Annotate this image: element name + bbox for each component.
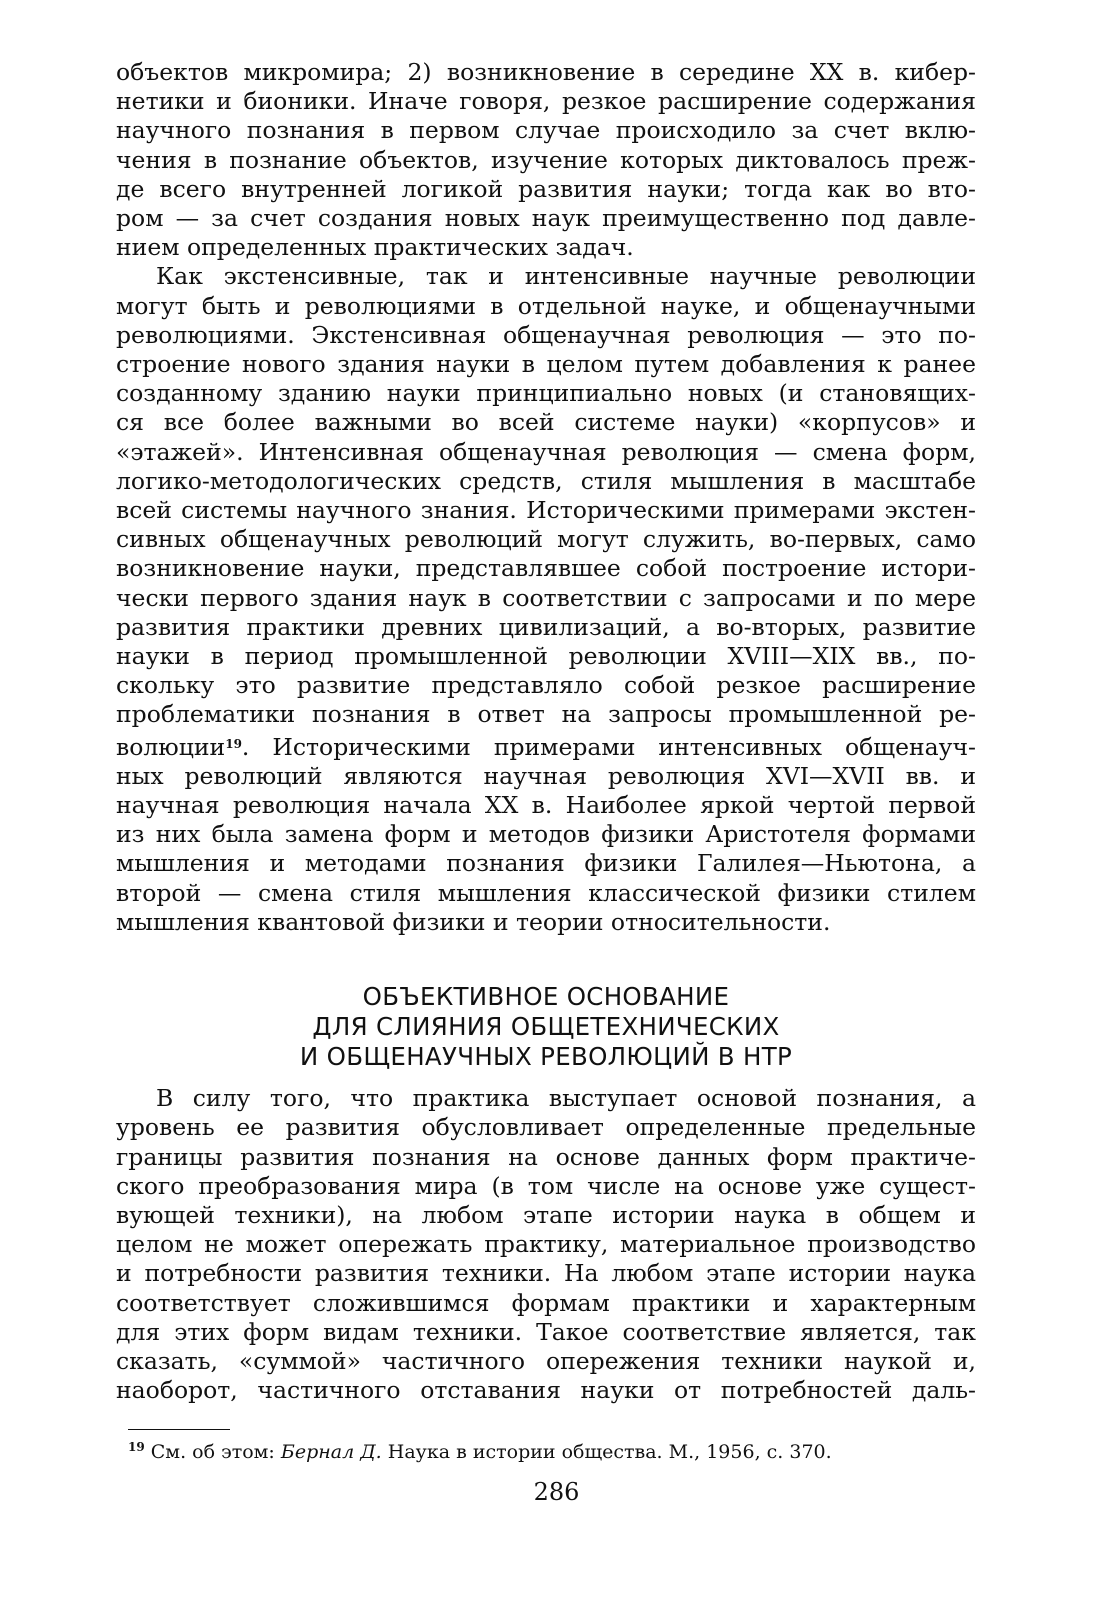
text-line: революциями. Экстенсивная общенаучная революция — это по- <box>116 320 976 349</box>
heading-line: ДЛЯ СЛИЯНИЯ ОБЩЕТЕХНИЧЕСКИХ <box>312 1012 780 1042</box>
text-line: В силу того, что практика выступает основой познания, а <box>156 1084 976 1113</box>
text-line: сказать, «суммой» частичного опережения техники наукой и, <box>116 1346 976 1375</box>
text-line: вующей техники), на любом этапе истории наука в общем и <box>116 1200 976 1229</box>
text-line: чения в познание объектов, изучение которых диктовалось преж- <box>116 145 976 174</box>
text-line: ского преобразования мира (в том числе на основе уже сущест- <box>116 1171 976 1200</box>
text-line: объектов микромира; 2) возникновение в середине XX в. кибер- <box>116 58 976 86</box>
text-line: ся все более важными во всей системе науки) «корпусов» и <box>116 408 976 437</box>
text-line: проблематики познания в ответ на запросы промышленной ре- <box>116 700 976 729</box>
text-line: научного познания в первом случае происходило за счет вклю- <box>116 116 976 145</box>
text-line: наоборот, частичного отставания науки от потребностей даль- <box>116 1376 976 1405</box>
text-line: сивных общенаучных революций могут служить, во-первых, само <box>116 525 976 554</box>
text-line: чески первого здания наук в соответствии с запросами и по мере <box>116 583 976 612</box>
text-line: для этих форм видам техники. Такое соответствие является, так <box>116 1317 976 1346</box>
text-line: и потребности развития техники. На любом этапе истории наука <box>116 1259 976 1288</box>
text-fragment: . Историческими примерами интенсивных общенауч- <box>241 732 976 761</box>
paragraph-2 <box>116 262 976 937</box>
section-heading <box>116 982 976 1072</box>
text-line: науки в период промышленной революции XVIII—XIX вв., по- <box>116 642 976 671</box>
text-line: границы развития познания на основе данных форм практиче- <box>116 1142 976 1171</box>
text-fragment: волюции <box>116 732 226 761</box>
text-line: из них была замена форм и методов физики Аристотеля формами <box>116 820 976 849</box>
text-line: Как экстенсивные, так и интенсивные научные революции <box>156 262 976 291</box>
text-line: научная революция начала XX в. Наиболее яркой чертой первой <box>116 791 976 820</box>
text-line: всей системы научного знания. Историческими примерами экстен- <box>116 496 976 525</box>
text-line-with-footnote-ref <box>116 730 976 762</box>
text-line: соответствует сложившимся формам практики и характерным <box>116 1288 976 1317</box>
text-line: нетики и бионики. Иначе говоря, резкое расширение содержания <box>116 87 976 116</box>
footnote-number: 19 <box>128 1440 145 1454</box>
footnote-author: Бернал Д. <box>280 1441 382 1463</box>
paragraph-1 <box>116 58 976 262</box>
text-line: созданному зданию науки принципиально новых (и становящих- <box>116 379 976 408</box>
paragraph-3 <box>116 1084 976 1405</box>
text-line: скольку это развитие представляло собой резкое расширение <box>116 671 976 700</box>
footnote-citation: Наука в истории общества. М., 1956, с. 370. <box>381 1441 832 1463</box>
heading-line: И ОБЩЕНАУЧНЫХ РЕВОЛЮЦИЙ В НТР <box>299 1042 793 1072</box>
text-line: целом не может опережать практику, материальное производство <box>116 1230 976 1259</box>
text-line: «этажей». Интенсивная общенаучная революция — смена форм, <box>116 437 976 466</box>
footnote <box>128 1434 832 1465</box>
text-line: логико-методологических средств, стиля мышления в масштабе <box>116 466 976 495</box>
text-line: де всего внутренней логикой развития науки; тогда как во вто- <box>116 174 976 203</box>
text-line: нием определенных практических задач. <box>116 233 634 262</box>
text-line: развития практики древних цивилизаций, а во-вторых, развитие <box>116 612 976 641</box>
text-line: мышления квантовой физики и теории относительности. <box>116 907 831 936</box>
text-line: мышления и методами познания физики Галилея—Ньютона, а <box>116 849 976 878</box>
footnote-ref: 19 <box>225 736 242 751</box>
text-line: строение нового здания науки в целом путем добавления к ранее <box>116 350 976 379</box>
footnote-divider <box>128 1429 230 1430</box>
text-line: второй — смена стиля мышления классической физики стилем <box>116 878 976 907</box>
footnote-prefix: См. об этом: <box>150 1441 281 1463</box>
text-line: уровень ее развития обусловливает определенные предельные <box>116 1113 976 1142</box>
page-number: 286 <box>533 1478 580 1506</box>
text-line: возникновение науки, представлявшее собой построение истори- <box>116 554 976 583</box>
text-line: могут быть и революциями в отдельной науке, и общенаучными <box>116 291 976 320</box>
text-line: ных революций являются научная революция XVI—XVII вв. и <box>116 761 976 790</box>
page-body <box>116 58 976 1405</box>
heading-line: ОБЪЕКТИВНОЕ ОСНОВАНИЕ <box>362 982 730 1012</box>
text-line: ром — за счет создания новых наук преимущественно под давле- <box>116 204 976 233</box>
